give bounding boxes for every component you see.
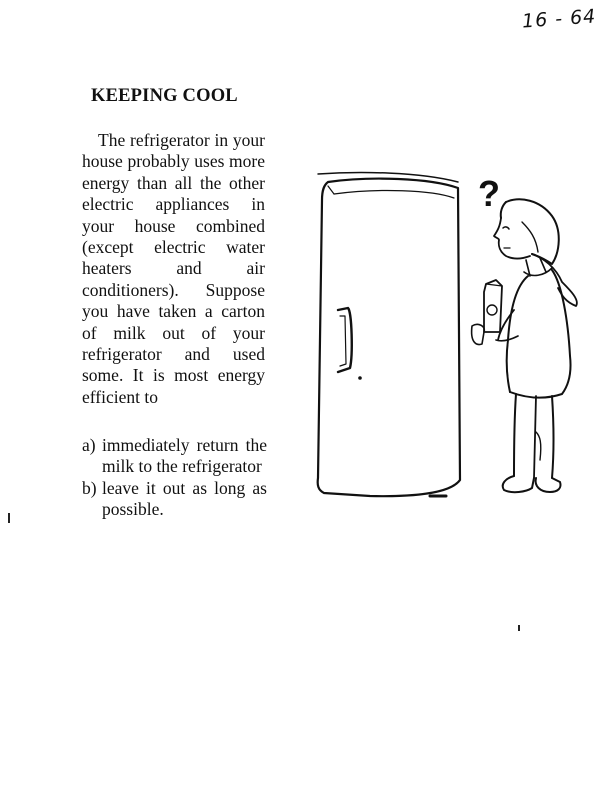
page-number: 16 - 64 xyxy=(521,5,597,33)
option-b-marker: b) xyxy=(82,477,97,498)
person-drawing xyxy=(472,199,577,492)
option-a xyxy=(82,435,267,478)
illustration xyxy=(300,160,590,510)
option-b xyxy=(82,478,267,521)
refrigerator-drawing xyxy=(318,173,460,497)
body-paragraph: The refrigerator in your house probably uses more energy than all the other electric appliances in your house combined (except electric water heaters and air conditioners). Suppose you have taken a carton of milk out of your refrigerator and used some. It is most energy efficient to xyxy=(82,130,265,407)
page-title: KEEPING COOL xyxy=(91,86,238,106)
option-b-text: leave it out as long as possible. xyxy=(102,477,267,520)
question-mark: ? xyxy=(478,173,500,214)
option-a-marker: a) xyxy=(82,435,96,455)
margin-mark-right xyxy=(518,625,520,631)
margin-mark-left xyxy=(8,513,10,523)
answer-options xyxy=(82,435,267,521)
option-a-text: immediately return the milk to the refrigerator xyxy=(102,435,267,477)
